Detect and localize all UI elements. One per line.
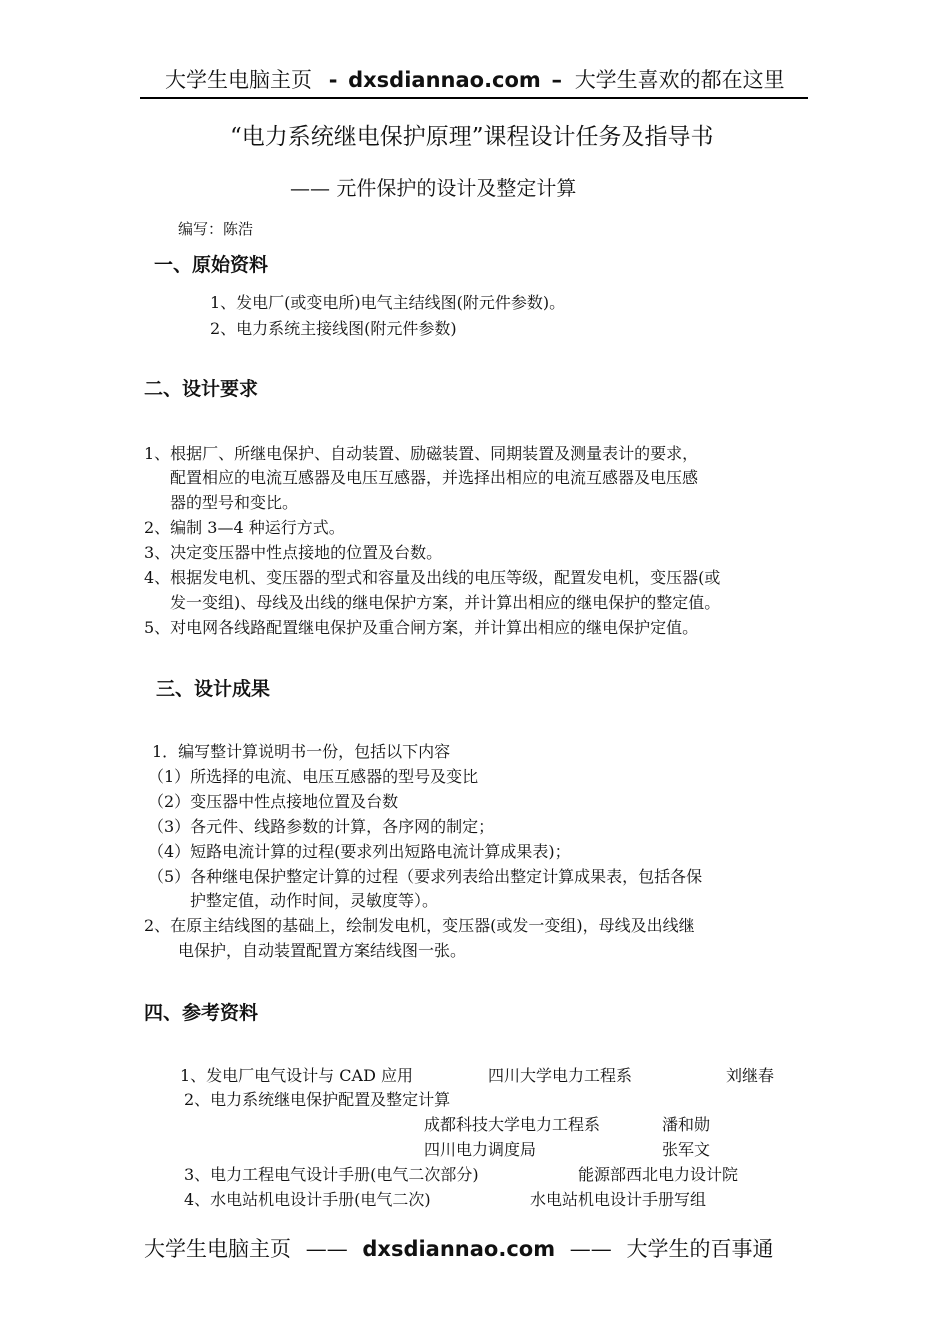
list-item: 2、编制 3—4 种运行方式。 [144,518,345,537]
footer-dash: —— [569,1237,612,1261]
section-heading: 一、原始资料 [154,254,269,276]
reference-author: 张军文 [662,1140,711,1159]
reference-org: 四川大学电力工程系 [488,1066,633,1085]
author-line: 编写：陈浩 [178,220,254,238]
list-item: 5、对电网各线路配置继电保护及重合闸方案，并计算出相应的继电保护定值。 [144,618,699,637]
header-divider [140,97,808,99]
page-footer [144,1233,773,1263]
list-item: （1）所选择的电流、电压互感器的型号及变比 [148,767,479,786]
list-item: 2、电力系统主接线图(附元件参数) [210,319,457,338]
list-item: 3、决定变压器中性点接地的位置及台数。 [144,543,443,562]
header-dash: - [328,68,338,92]
reference-title: 2、电力系统继电保护配置及整定计算 [184,1090,451,1109]
list-item: 1、根据厂、所继电保护、自动装置、励磁装置、同期装置及测量表计的要求， [144,444,699,463]
list-item: （3）各元件、线路参数的计算，各序网的制定； [148,817,495,836]
section-heading: 三、设计成果 [156,678,271,700]
list-item: 电保护，自动装置配置方案结线图一张。 [178,941,467,960]
reference-author: 潘和勋 [662,1115,711,1134]
reference-org: 成都科技大学电力工程系 [424,1115,601,1134]
footer-left-text: 大学生电脑主页 [144,1237,291,1261]
list-item: 器的型号和变比。 [170,493,299,512]
list-item: 2、在原主结线图的基础上，绘制发电机，变压器(或发一变组)，母线及出线继 [144,916,695,935]
list-item: 发一变组)、母线及出线的继电保护方案，并计算出相应的继电保护的整定值。 [170,593,721,612]
header-site-link[interactable]: dxsdiannao.com [348,68,541,92]
footer-dash: —— [305,1237,348,1261]
reference-org: 能源部西北电力设计院 [578,1165,739,1184]
reference-title: 4、水电站机电设计手册(电气二次) [184,1190,431,1209]
section-heading: 二、设计要求 [144,378,259,400]
header-right-text: 大学生喜欢的都在这里 [574,68,785,92]
list-item: 4、根据发电机、变压器的型式和容量及出线的电压等级，配置发电机，变压器(或 [144,568,721,587]
section-heading: 四、参考资料 [144,1002,259,1024]
footer-right-text: 大学生的百事通 [626,1237,774,1261]
header-left-text: 大学生电脑主页 [165,68,312,92]
reference-org: 水电站机电设计手册写组 [530,1190,707,1209]
page-header [165,64,785,94]
reference-title: 3、电力工程电气设计手册(电气二次部分) [184,1165,479,1184]
reference-title: 1、发电厂电气设计与 CAD 应用 [180,1066,413,1085]
list-item: 护整定值，动作时间，灵敏度等）。 [190,891,439,910]
list-item: （4）短路电流计算的过程(要求列出短路电流计算成果表)； [148,842,571,861]
reference-org: 四川电力调度局 [424,1140,537,1159]
document-title: “电力系统继电保护原理”课程设计任务及指导书 [230,124,714,150]
document-subtitle: —— 元件保护的设计及整定计算 [290,176,577,200]
header-dash: – [551,68,562,92]
list-item: （5）各种继电保护整定计算的过程（要求列表给出整定计算成果表，包括各保 [148,867,703,886]
list-item: 配置相应的电流互感器及电压互感器，并选择出相应的电流互感器及电压感 [170,468,699,487]
list-item: （2）变压器中性点接地位置及台数 [148,792,399,811]
reference-author: 刘继春 [726,1066,775,1085]
list-item: 1．编写整计算说明书一份，包括以下内容 [152,742,451,761]
list-item: 1、发电厂(或变电所)电气主结线图(附元件参数)。 [210,293,566,312]
footer-site-link[interactable]: dxsdiannao.com [362,1237,556,1261]
